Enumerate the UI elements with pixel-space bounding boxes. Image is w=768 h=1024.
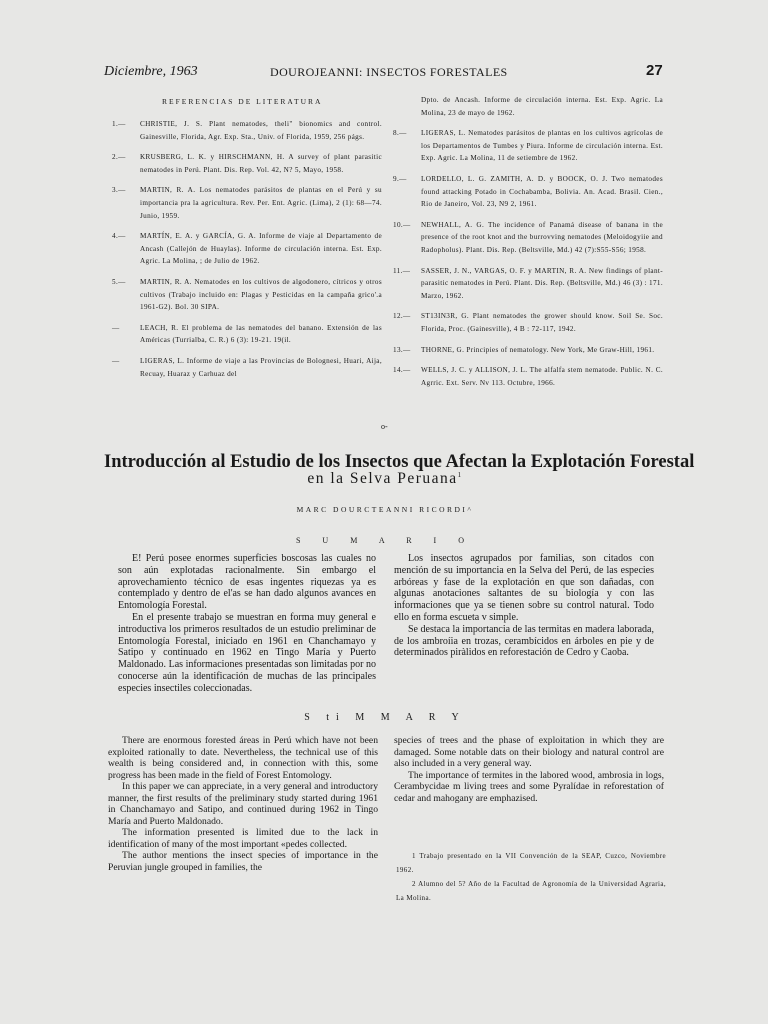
article-subtitle <box>104 470 666 488</box>
reference-text: LIGERAS, L. Nematodes parásitos de plantas en los cultivos agrícolas de los Departamentos de Tumbes y Piura. Informe de circulación interna. Est. Exp. Agric. La Molina, 11 de setiembre de 1962. <box>421 129 663 163</box>
section-separator: o- <box>381 422 388 431</box>
paragraph: The author mentions the insect species of importance in the Peruvian jungle grouped in families, the <box>108 850 378 873</box>
reference-text: MARTIN, R. A. Nematodes en los cultivos de algodonero, cítricos y otros cultivos (Trabajo incluido en: Plagas y Pesticidas en la campaña grico'.a 1961-G2). Bol. 30 SIPA. <box>140 277 382 312</box>
paragraph: The information presented is limited due to the lack in identification of many of the most important «pedes collected. <box>108 827 378 850</box>
reference-number: 8.— <box>393 129 407 138</box>
footnote-marker: 1 <box>457 470 463 479</box>
summary-heading: S ti M M A R Y <box>304 712 466 723</box>
reference-text: MARTÍN, E. A. y GARCÍA, G. A. Informe de viaje al Departamento de Ancash (Callejón de Huaylas). Informe de circulación interna. Est. Exp. Agric. La Molina, ; de Julio de 1962. <box>140 232 382 266</box>
footnotes <box>396 849 666 905</box>
reference-number: 13.— <box>393 345 411 354</box>
reference-item <box>112 151 382 176</box>
reference-number: 12.— <box>393 312 411 321</box>
summary-left-column <box>108 735 378 873</box>
article-title: Introducción al Estudio de los Insectos que Afectan la Explotación Forestal <box>104 452 695 472</box>
summary-right-column <box>394 735 664 804</box>
reference-text: ST13IN3R, G. Plant nematodes the grower should know. Soil Se. Soc. Florida, Proc. (Gainesville), 4 B : 72-117, 1942. <box>421 312 663 333</box>
reference-item <box>393 310 663 335</box>
reference-text: LORDELLO, L. G. ZAMITH, A. D. y BOOCK, O. J. Two nematodes found attacking Potado in Cochabamba, Bolivia. An. Acad. Brasil. Cien., Rio de Janeiro, Vol. 23, N9 2, 1961. <box>421 174 663 209</box>
reference-number: 11.— <box>393 266 411 275</box>
paragraph: Los insectos agrupados por familias, son citados con mención de su importancia en la Selva del Perú, de las especies arbóreas y fase de la explotación en que son dañadas, con algunas anotaciones saltantes de su biología y con las informaciones que ya se tienen sobre su control natural. Todo ello en forma escueta v simple. <box>394 553 654 623</box>
reference-text: LIGERAS, L. Informe de viaje a las Provincias de Bolognesi, Huari, Aija, Recuay, Huaraz y Carhuaz del <box>140 356 382 378</box>
reference-text: LEACH, R. El problema de las nematodes del banano. Extensión de las Américas (Turrialba, C. R.) 6 (3): 19-21. 19(il. <box>140 323 382 345</box>
sumario-heading: S U M A R I O <box>295 536 474 545</box>
reference-number: — <box>112 323 120 332</box>
reference-number: 14.— <box>393 366 411 375</box>
reference-number: 1.— <box>112 120 126 128</box>
reference-text: KRUSBERG, L. K. y HIRSCHMANN, H. A survey of plant parasitic nematodes in Perú. Plant. Dis. Rep. Vol. 42, N? 5, Mayo, 1958. <box>140 153 382 174</box>
article-subtitle-text: en la Selva Peruana <box>307 470 458 487</box>
reference-number: 9.— <box>393 174 407 183</box>
references-heading: REFERENCIAS DE LITERATURA <box>162 97 323 106</box>
reference-text: SASSER, J. N., VARGAS, O. F. y MARTIN, R. A. New findings of plant-parasitic nematodes in Perú. Plant. Dis. Rep. (Beltsville, Md.) 46 (3) : 171. Marzo, 1962. <box>421 266 663 300</box>
footnote: 2 Alumno del 5? Año de la Facultad de Agronomía de la Universidad Agraria, La Molina. <box>396 880 666 902</box>
reference-item <box>393 364 663 389</box>
reference-item <box>393 173 663 211</box>
reference-text: NEWHALL, A. G. The incidence of Panamá disease of banana in the presence of the root knot and the burrovving nematodes (Meloidogyiie and Radopholus). Plant. Dis. Rep. (Beltsville, Md.) 42 (7):S55-S56; 1958. <box>421 220 663 254</box>
paragraph: species of trees and the phase of exploitation in which they are damaged. Some notable dats on their biology and natural control are also included in a very general way. <box>394 735 664 769</box>
paragraph: E! Perú posee enormes superficies boscosas las cuales no son aún explotadas racionalmente. Sin embargo el aprovechamiento técnico de esas ingentes riquezas ya es contemplado y dentro de el'as se han dado algunos avances en Entomología Forestal. <box>118 553 376 612</box>
paragraph: The importance of termites in the labored wood, ambrosia in logs, Cerambycidae m living trees and some Pyralídae in reforestation of cedar and mahogany are emphazised. <box>394 769 664 804</box>
reference-continuation: Dpto. de Ancash. Informe de circulación interna. Est. Exp. Agric. La Molina, 23 de mayo de 1962. <box>421 96 663 117</box>
reference-text: CHRISTIE, J. S. Plant nematodes, theli" bionomics and control. Gainesville, Florida, Agr. Exp. Sta., Univ. of Florida, 1959, 256 págs. <box>140 120 382 141</box>
reference-number: 3.— <box>112 186 126 195</box>
references-right-column <box>393 94 663 397</box>
paragraph: Se destaca la importancia de las termitas en madera laborada, de los ambroíia en trozas, cerambícidos en árboles en pie y de determinados piràlidos en reforestación de Cedro y Caoba. <box>394 623 654 659</box>
reference-number: 10.— <box>393 220 411 229</box>
reference-item <box>112 230 382 268</box>
reference-item <box>393 265 663 303</box>
reference-text: MARTIN, R. A. Los nematodes parásitos de plantas en el Perú y su importancia pra la agricultura. Rev. Per. Ent. Agric. (Lima), 2 (1): 68—74. Junio, 1959. <box>140 186 382 220</box>
page-number: 27 <box>646 62 663 79</box>
reference-number: — <box>112 356 120 365</box>
reference-item <box>393 344 663 357</box>
reference-item <box>112 184 382 222</box>
reference-item <box>112 355 382 380</box>
reference-item <box>393 219 663 257</box>
paragraph: There are enormous forested áreas in Perú which have not been exploited rationally to date. Nevertheless, the technical use of this wealth is being considered and, in connection with this, some progress has been made in the field of Forest Entomology. <box>108 735 378 781</box>
reference-number: 2.— <box>112 153 126 162</box>
reference-item <box>112 276 382 314</box>
reference-number: 4.— <box>112 232 126 241</box>
footnote: 1 Trabajo presentado en la VII Convención de la SEAP, Cuzco, Noviembre 1962. <box>396 852 666 874</box>
header-date: Diciembre, 1963 <box>104 64 198 79</box>
reference-text: THORNE, G. Principies of nematology. New York, Me Graw-Hill, 1961. <box>421 345 655 354</box>
references-left-column <box>112 118 382 388</box>
article-author: MARC DOURCTEANNI RICORDI^ <box>296 505 474 514</box>
paragraph: In this paper we can appreciate, in a very general and introductory manner, the first results of the preliminary study started during 1961 in Chanchamayo and Satipo, and continued during 1962 in Tingo María and Puerto Maldonado. <box>108 781 378 827</box>
sumario-right-column <box>394 553 654 659</box>
reference-number: 5.— <box>112 277 126 286</box>
reference-item <box>393 127 663 165</box>
reference-item <box>112 322 382 347</box>
reference-text: WELLS, J. C. y ALLISON, J. L. The alfalfa stem nematode. Public. N. C. Agrric. Ext. Serv. Nv 113. Octubre, 1966. <box>421 366 663 387</box>
sumario-left-column <box>118 553 376 695</box>
header-running-title: DOUROJEANNI: INSECTOS FORESTALES <box>270 65 508 79</box>
paragraph: En el presente trabajo se muestran en forma muy general e introductiva los primeros resultados de un estudio preliminar de Entomología Forestal, iniciado en 1961 en Chanchamayo y Satipo y continuado en 1962 en Tingo María y Puerto Maldonado. Las informaciones presentadas son limitadas por no conocerse aún la identificación de muchas de las principales especies insectiles coleccionadas. <box>118 611 376 694</box>
reference-item <box>112 118 382 143</box>
